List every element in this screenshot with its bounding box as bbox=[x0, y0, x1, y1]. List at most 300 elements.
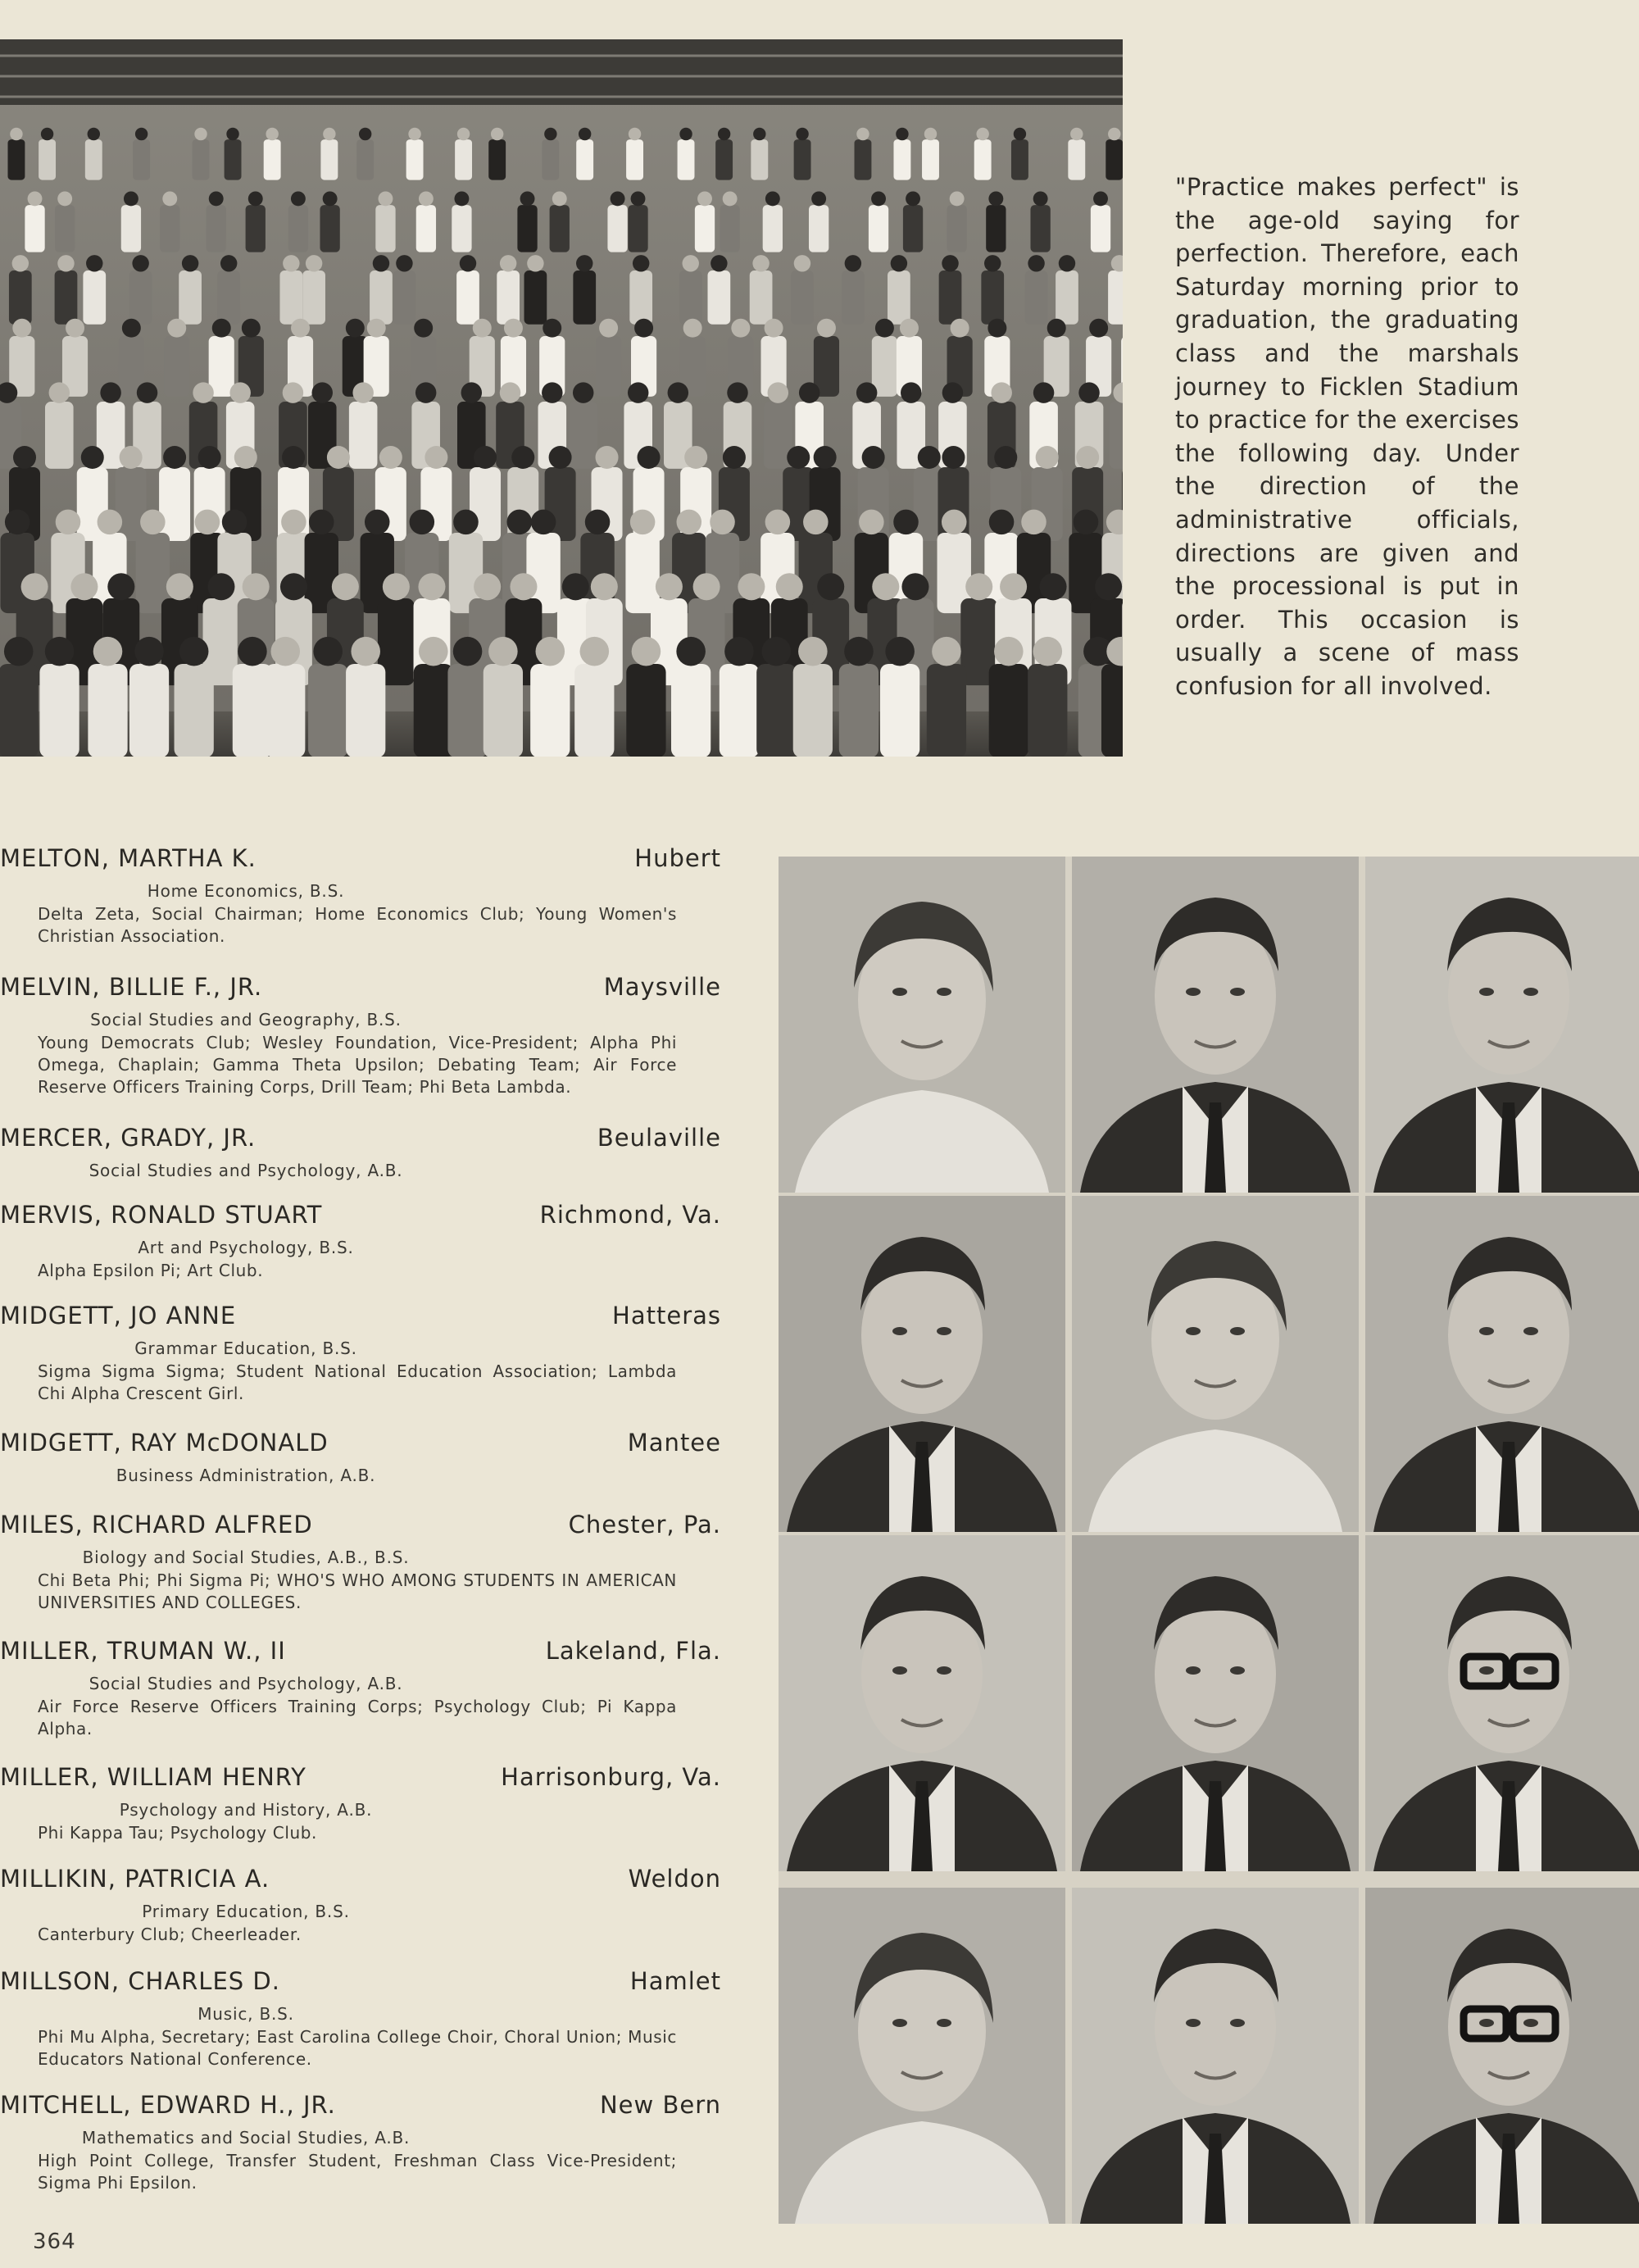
crowd-figure-head bbox=[453, 637, 483, 666]
crowd-figure-head bbox=[12, 319, 31, 338]
student-portrait bbox=[1365, 1535, 1639, 1871]
crowd-figure-body bbox=[839, 664, 879, 757]
student-portrait bbox=[1072, 1196, 1359, 1532]
crowd-figure-head bbox=[1070, 128, 1083, 140]
crowd-figure-head bbox=[120, 446, 143, 469]
crowd-figure-body bbox=[927, 664, 966, 757]
photo-caption: "Practice makes perfect" is the age-old saying for perfection. Therefore, each Saturday morning prior to graduation, the graduating class and the marshals journey to Ficklen Stadium to practice for the exercises the following day. Under the direction of the administrative officials, directions are given and the processional is put in order. This occasion is usually a scene of mass confusion for all involved. bbox=[1175, 173, 1520, 700]
crowd-figure-body bbox=[974, 139, 992, 180]
crowd-figure-body bbox=[888, 270, 910, 325]
crowd-figure-head bbox=[4, 637, 34, 666]
student-activities: Delta Zeta, Social Chairman; Home Economics Club; Young Women's Christian Association. bbox=[38, 904, 677, 946]
crowd-figure-body bbox=[809, 205, 829, 252]
crowd-figure-body bbox=[217, 270, 240, 325]
crowd-figure-head bbox=[270, 637, 300, 666]
student-portrait bbox=[1365, 1196, 1639, 1532]
crowd-figure-head bbox=[951, 319, 969, 338]
crowd-figure-head bbox=[212, 319, 231, 338]
crowd-figure-head bbox=[460, 255, 476, 271]
crowd-figure-head bbox=[415, 382, 436, 402]
crowd-figure-head bbox=[453, 510, 479, 535]
crowd-figure-head bbox=[327, 446, 350, 469]
crowd-figure-body bbox=[497, 270, 520, 325]
crowd-figure-head bbox=[162, 191, 177, 206]
crowd-figure-head bbox=[817, 319, 836, 338]
crowd-figure-head bbox=[248, 191, 263, 206]
crowd-figure-body bbox=[175, 664, 214, 757]
student-degree: Music, B.S. bbox=[197, 2004, 294, 2024]
crowd-figure-head bbox=[1089, 319, 1108, 338]
student-degree: Psychology and History, A.B. bbox=[119, 1800, 373, 1820]
page-number: 364 bbox=[33, 2229, 76, 2254]
crowd-figure-body bbox=[7, 139, 25, 180]
crowd-figure-head bbox=[41, 128, 53, 140]
crowd-figure-head bbox=[900, 319, 919, 338]
crowd-figure-body bbox=[1068, 139, 1085, 180]
crowd-figure-head bbox=[856, 128, 869, 140]
crowd-figure-head bbox=[193, 382, 213, 402]
crowd-figure-head bbox=[282, 446, 305, 469]
crowd-figure-body bbox=[279, 270, 302, 325]
crowd-figure-body bbox=[45, 402, 74, 469]
student-name: MILLSON, CHARLES D. bbox=[0, 1967, 280, 1995]
crowd-figure-head bbox=[383, 573, 410, 600]
crowd-figure-head bbox=[359, 128, 371, 140]
crowd-figure-body bbox=[1030, 205, 1050, 252]
crowd-figure-head bbox=[1074, 510, 1099, 535]
crowd-figure-body bbox=[9, 270, 32, 325]
student-portrait bbox=[779, 857, 1065, 1193]
crowd-figure-head bbox=[591, 573, 618, 600]
crowd-figure-body bbox=[628, 205, 647, 252]
crowd-figure-body bbox=[116, 467, 147, 541]
crowd-figure-body bbox=[855, 139, 872, 180]
crowd-figure-head bbox=[238, 637, 267, 666]
student-activities: Alpha Epsilon Pi; Art Club. bbox=[38, 1261, 264, 1280]
crowd-figure-head bbox=[45, 637, 75, 666]
crowd-figure-body bbox=[266, 664, 305, 757]
crowd-figure-head bbox=[500, 382, 520, 402]
crowd-figure-body bbox=[671, 664, 711, 757]
crowd-figure-head bbox=[871, 191, 886, 206]
student-portrait bbox=[779, 1535, 1065, 1871]
student-hometown: Lakeland, Fla. bbox=[545, 1637, 721, 1665]
crowd-figure-head bbox=[989, 510, 1015, 535]
crowd-figure-head bbox=[638, 446, 661, 469]
crowd-figure-body bbox=[550, 205, 570, 252]
crowd-figure-body bbox=[85, 139, 102, 180]
crowd-figure-head bbox=[323, 128, 335, 140]
crowd-figure-body bbox=[1101, 664, 1123, 757]
crowd-figure-head bbox=[803, 510, 829, 535]
crowd-figure-head bbox=[988, 191, 1003, 206]
crowd-figure-body bbox=[751, 139, 768, 180]
crowd-figure-head bbox=[379, 446, 402, 469]
crowd-figure-head bbox=[693, 573, 720, 600]
crowd-figure-head bbox=[488, 637, 518, 666]
crowd-figure-body bbox=[55, 205, 75, 252]
crowd-figure-head bbox=[283, 382, 303, 402]
crowd-figure-body bbox=[320, 139, 338, 180]
crowd-figure-head bbox=[987, 319, 1006, 338]
crowd-figure-head bbox=[991, 382, 1011, 402]
crowd-figure-head bbox=[845, 255, 861, 271]
crowd-figure-head bbox=[373, 255, 389, 271]
crowd-figure-head bbox=[242, 319, 261, 338]
crowd-figure-head bbox=[718, 128, 730, 140]
crowd-figure-head bbox=[70, 573, 98, 600]
crowd-figure-head bbox=[932, 637, 961, 666]
crowd-figure-head bbox=[243, 573, 270, 600]
crowd-figure-body bbox=[576, 139, 593, 180]
crowd-figure-head bbox=[684, 446, 707, 469]
student-degree: Social Studies and Psychology, A.B. bbox=[89, 1674, 403, 1693]
student-activities: High Point College, Transfer Student, Freshman Class Vice-President; Sigma Phi Epsilon. bbox=[38, 2151, 677, 2193]
crowd-figure-head bbox=[599, 319, 618, 338]
crowd-figure-body bbox=[880, 664, 919, 757]
crowd-figure-head bbox=[628, 382, 648, 402]
student-name: MILLIKIN, PATRICIA A. bbox=[0, 1865, 270, 1893]
crowd-figure-head bbox=[313, 637, 343, 666]
student-degree: Primary Education, B.S. bbox=[142, 1902, 350, 1921]
crowd-figure-head bbox=[1047, 319, 1066, 338]
crowd-figure-body bbox=[25, 205, 44, 252]
crowd-figure-head bbox=[552, 191, 567, 206]
crowd-figure-head bbox=[291, 191, 306, 206]
crowd-figure-body bbox=[416, 205, 436, 252]
student-portrait bbox=[1365, 1888, 1639, 2224]
crowd-figure-head bbox=[410, 510, 435, 535]
student-degree: Home Economics, B.S. bbox=[147, 881, 345, 901]
crowd-figure-body bbox=[720, 664, 759, 757]
crowd-figure-head bbox=[474, 446, 497, 469]
crowd-figure-body bbox=[1106, 139, 1123, 180]
crowd-figure-body bbox=[869, 205, 888, 252]
crowd-figure-head bbox=[86, 255, 102, 271]
crowd-figure-body bbox=[209, 336, 234, 397]
crowd-figure-head bbox=[195, 510, 220, 535]
crowd-figure-head bbox=[1021, 510, 1047, 535]
crowd-figure-body bbox=[375, 205, 395, 252]
crowd-figure-head bbox=[727, 382, 747, 402]
student-name: MERVIS, RONALD STUART bbox=[0, 1201, 323, 1229]
crowd-figure-head bbox=[1036, 446, 1059, 469]
student-hometown: Hatteras bbox=[612, 1302, 721, 1329]
crowd-figure-body bbox=[393, 270, 416, 325]
crowd-figure-head bbox=[906, 191, 920, 206]
crowd-figure-head bbox=[942, 446, 965, 469]
crowd-figure-head bbox=[585, 510, 611, 535]
crowd-figure-head bbox=[163, 446, 186, 469]
crowd-figure-head bbox=[5, 510, 30, 535]
student-hometown: Hubert bbox=[634, 844, 721, 872]
crowd-figure-head bbox=[504, 319, 523, 338]
crowd-figure-head bbox=[596, 446, 619, 469]
crowd-figure-head bbox=[182, 255, 198, 271]
crowd-figure-head bbox=[474, 573, 501, 600]
crowd-figure-head bbox=[683, 255, 699, 271]
crowd-figure-body bbox=[981, 270, 1004, 325]
crowd-figure-head bbox=[281, 510, 306, 535]
crowd-figure-body bbox=[133, 139, 150, 180]
crowd-figure-head bbox=[207, 573, 234, 600]
crowd-figure-body bbox=[1091, 205, 1110, 252]
student-portrait bbox=[1072, 1535, 1359, 1871]
crowd-figure-head bbox=[676, 637, 706, 666]
crowd-figure-body bbox=[629, 270, 652, 325]
crowd-figure-head bbox=[1028, 255, 1044, 271]
crowd-figure-body bbox=[626, 139, 643, 180]
crowd-figure-body bbox=[264, 139, 281, 180]
crowd-figure-head bbox=[88, 128, 100, 140]
crowd-figure-head bbox=[1078, 382, 1099, 402]
crowd-figure-body bbox=[308, 664, 347, 757]
crowd-figure-head bbox=[194, 128, 207, 140]
crowd-figure-head bbox=[1033, 637, 1063, 666]
graduation-practice-photo bbox=[0, 39, 1123, 757]
crowd-figure-head bbox=[1108, 128, 1120, 140]
student-portrait bbox=[1072, 857, 1359, 1193]
crowd-figure-head bbox=[633, 255, 649, 271]
student-degree: Mathematics and Social Studies, A.B. bbox=[81, 2128, 411, 2148]
crowd-figure-body bbox=[288, 205, 308, 252]
crowd-figure-head bbox=[132, 255, 148, 271]
crowd-figure-head bbox=[10, 128, 22, 140]
crowd-figure-head bbox=[306, 255, 322, 271]
crowd-figure-body bbox=[414, 664, 453, 757]
student-hometown: Hamlet bbox=[629, 1967, 721, 1995]
crowd-figure-head bbox=[872, 573, 899, 600]
crowd-figure-body bbox=[626, 664, 665, 757]
student-portrait bbox=[779, 1196, 1065, 1532]
crowd-figure-head bbox=[332, 573, 359, 600]
student-portrait bbox=[1365, 857, 1639, 1193]
crowd-figure-head bbox=[924, 128, 937, 140]
crowd-figure-body bbox=[794, 139, 811, 180]
crowd-figure-head bbox=[93, 637, 123, 666]
crowd-figure-head bbox=[942, 255, 958, 271]
crowd-figure-body bbox=[129, 270, 152, 325]
student-portrait bbox=[779, 1888, 1065, 2224]
crowd-figure-head bbox=[844, 637, 874, 666]
crowd-figure-body bbox=[121, 205, 141, 252]
crowd-figure-body bbox=[356, 139, 374, 180]
crowd-figure-head bbox=[137, 382, 157, 402]
crowd-figure-head bbox=[408, 128, 420, 140]
crowd-figure-body bbox=[986, 205, 1006, 252]
crowd-figure-head bbox=[1033, 191, 1048, 206]
crowd-figure-head bbox=[222, 510, 247, 535]
crowd-figure-body bbox=[939, 270, 962, 325]
student-activities: Young Democrats Club; Wesley Foundation, Vice-President; Alpha Phi Omega, Chaplain; Gamma Theta Upsilon; Debating Team; Air Force Reserve Officers Training Corps, Drill Team; Phi Beta Lambda. bbox=[38, 1033, 677, 1097]
crowd-figure-body bbox=[346, 664, 385, 757]
crowd-figure-head bbox=[984, 255, 1001, 271]
student-hometown: Harrisonburg, Va. bbox=[501, 1763, 721, 1791]
crowd-figure-head bbox=[365, 510, 390, 535]
crowd-figure-head bbox=[768, 382, 788, 402]
crowd-figure-head bbox=[198, 446, 221, 469]
portrait-grid bbox=[779, 857, 1639, 2224]
crowd-figure-head bbox=[856, 382, 877, 402]
crowd-figure-head bbox=[13, 446, 36, 469]
crowd-figure-head bbox=[511, 446, 534, 469]
crowd-figure-body bbox=[447, 664, 487, 757]
crowd-figure-head bbox=[179, 637, 209, 666]
student-name: MERCER, GRADY, JR. bbox=[0, 1124, 257, 1152]
crowd-figure-head bbox=[549, 446, 572, 469]
crowd-figure-head bbox=[677, 510, 702, 535]
student-degree: Biology and Social Studies, A.B., B.S. bbox=[82, 1548, 410, 1567]
crowd-figure-head bbox=[419, 637, 448, 666]
crowd-figure-head bbox=[56, 510, 81, 535]
crowd-figure-body bbox=[164, 336, 189, 397]
crowd-figure-head bbox=[859, 510, 884, 535]
crowd-figure-head bbox=[352, 382, 373, 402]
crowd-figure-head bbox=[536, 637, 565, 666]
crowd-figure-head bbox=[167, 319, 186, 338]
crowd-figure-head bbox=[351, 637, 380, 666]
crowd-figure-head bbox=[817, 573, 844, 600]
crowd-figure-head bbox=[457, 128, 470, 140]
crowd-figure-body bbox=[452, 205, 471, 252]
student-hometown: Beulaville bbox=[597, 1124, 721, 1152]
crowd-figure-body bbox=[947, 205, 966, 252]
crowd-figure-body bbox=[524, 270, 547, 325]
crowd-figure-body bbox=[1110, 402, 1123, 469]
crowd-figure-head bbox=[901, 573, 928, 600]
crowd-figure-body bbox=[542, 139, 559, 180]
crowd-figure-body bbox=[1025, 270, 1048, 325]
crowd-figure-head bbox=[697, 191, 712, 206]
crowd-figure-body bbox=[129, 664, 169, 757]
crowd-figure-head bbox=[765, 191, 780, 206]
student-degree: Social Studies and Geography, B.S. bbox=[90, 1010, 402, 1029]
student-activities: Chi Beta Phi; Phi Sigma Pi; WHO'S WHO AMONG STUDENTS IN AMERICAN UNIVERSITIES AND COLLEGES. bbox=[38, 1570, 677, 1612]
crowd-figure-head bbox=[1014, 128, 1026, 140]
crowd-figure-head bbox=[544, 128, 556, 140]
crowd-figure-body bbox=[1028, 664, 1067, 757]
crowd-figure-head bbox=[506, 510, 532, 535]
crowd-figure-head bbox=[226, 128, 238, 140]
crowd-figure-head bbox=[634, 319, 653, 338]
crowd-figure-body bbox=[39, 664, 79, 757]
crowd-figure-head bbox=[419, 191, 434, 206]
crowd-figure-head bbox=[531, 510, 556, 535]
crowd-figure-head bbox=[752, 255, 769, 271]
student-hometown: Weldon bbox=[628, 1865, 721, 1893]
crowd-figure-body bbox=[756, 664, 796, 757]
student-name: MILES, RICHARD ALFRED bbox=[0, 1511, 313, 1539]
crowd-figure-head bbox=[762, 637, 792, 666]
crowd-figure-head bbox=[942, 382, 963, 402]
crowd-figure-body bbox=[83, 270, 106, 325]
crowd-figure-body bbox=[193, 139, 210, 180]
crowd-figure-body bbox=[607, 205, 627, 252]
crowd-figure-body bbox=[406, 139, 424, 180]
crowd-figure-head bbox=[1076, 446, 1099, 469]
crowd-figure-head bbox=[1000, 573, 1027, 600]
crowd-figure-body bbox=[39, 139, 56, 180]
crowd-figure-head bbox=[461, 382, 482, 402]
crowd-figure-head bbox=[543, 319, 561, 338]
crowd-figure-head bbox=[520, 191, 535, 206]
crowd-figure-head bbox=[396, 255, 412, 271]
crowd-figure-body bbox=[484, 664, 523, 757]
student-activities: Sigma Sigma Sigma; Student National Education Association; Lambda Chi Alpha Crescent Girl. bbox=[38, 1361, 677, 1403]
crowd-figure-body bbox=[678, 139, 695, 180]
crowd-figure-body bbox=[55, 270, 78, 325]
crowd-figure-body bbox=[455, 139, 472, 180]
crowd-figure-body bbox=[320, 205, 339, 252]
crowd-figure-body bbox=[488, 139, 506, 180]
crowd-figure-head bbox=[367, 319, 386, 338]
crowd-figure-body bbox=[893, 139, 910, 180]
crowd-figure-head bbox=[500, 255, 516, 271]
crowd-figure-head bbox=[580, 637, 610, 666]
crowd-figure-head bbox=[683, 319, 702, 338]
crowd-figure-head bbox=[220, 255, 237, 271]
crowd-figure-body bbox=[922, 139, 939, 180]
student-degree: Business Administration, A.B. bbox=[116, 1466, 376, 1485]
crowd-figure-head bbox=[12, 255, 29, 271]
crowd-figure-body bbox=[750, 270, 773, 325]
crowd-figure-head bbox=[122, 319, 141, 338]
crowd-figure-head bbox=[994, 637, 1024, 666]
crowd-figure-head bbox=[794, 255, 810, 271]
student-activities: Air Force Reserve Officers Training Corps; Psychology Club; Pi Kappa Alpha. bbox=[38, 1697, 677, 1738]
crowd-figure-head bbox=[28, 191, 43, 206]
crowd-figure-head bbox=[629, 128, 641, 140]
crowd-figure-head bbox=[1093, 191, 1108, 206]
crowd-figure-head bbox=[862, 446, 885, 469]
crowd-figure-head bbox=[893, 510, 919, 535]
crowd-figure-head bbox=[135, 128, 148, 140]
crowd-figure-head bbox=[21, 573, 48, 600]
student-activities: Phi Kappa Tau; Psychology Club. bbox=[38, 1823, 318, 1843]
student-activities: Canterbury Club; Cheerleader. bbox=[38, 1925, 302, 1944]
crowd-figure-head bbox=[1095, 573, 1122, 600]
crowd-figure-body bbox=[720, 205, 739, 252]
crowd-figure-head bbox=[491, 128, 503, 140]
crowd-figure-head bbox=[723, 191, 738, 206]
crowd-figure-head bbox=[66, 319, 84, 338]
crowd-figure-head bbox=[1059, 255, 1075, 271]
crowd-figure-head bbox=[901, 382, 921, 402]
crowd-figure-head bbox=[723, 446, 746, 469]
crowd-figure-body bbox=[302, 270, 325, 325]
student-name: MILLER, WILLIAM HENRY bbox=[0, 1763, 306, 1791]
crowd-figure-head bbox=[710, 510, 735, 535]
crowd-figure-body bbox=[569, 402, 597, 469]
crowd-figure-body bbox=[707, 270, 730, 325]
crowd-figure-head bbox=[875, 319, 894, 338]
crowd-figure-body bbox=[791, 270, 814, 325]
crowd-figure-head bbox=[57, 191, 72, 206]
crowd-figure-head bbox=[280, 573, 307, 600]
crowd-figure-head bbox=[312, 382, 333, 402]
crowd-figure-head bbox=[679, 128, 692, 140]
crowd-figure-head bbox=[323, 191, 338, 206]
crowd-figure-body bbox=[1011, 139, 1028, 180]
crowd-figure-head bbox=[49, 382, 70, 402]
crowd-figure-body bbox=[517, 205, 537, 252]
student-name: MELVIN, BILLIE F., JR. bbox=[0, 973, 263, 1001]
student-portrait bbox=[1072, 1888, 1359, 2224]
crowd-figure-body bbox=[159, 467, 190, 541]
crowd-figure-head bbox=[950, 191, 965, 206]
crowd-figure-head bbox=[209, 191, 224, 206]
crowd-figure-head bbox=[134, 637, 164, 666]
